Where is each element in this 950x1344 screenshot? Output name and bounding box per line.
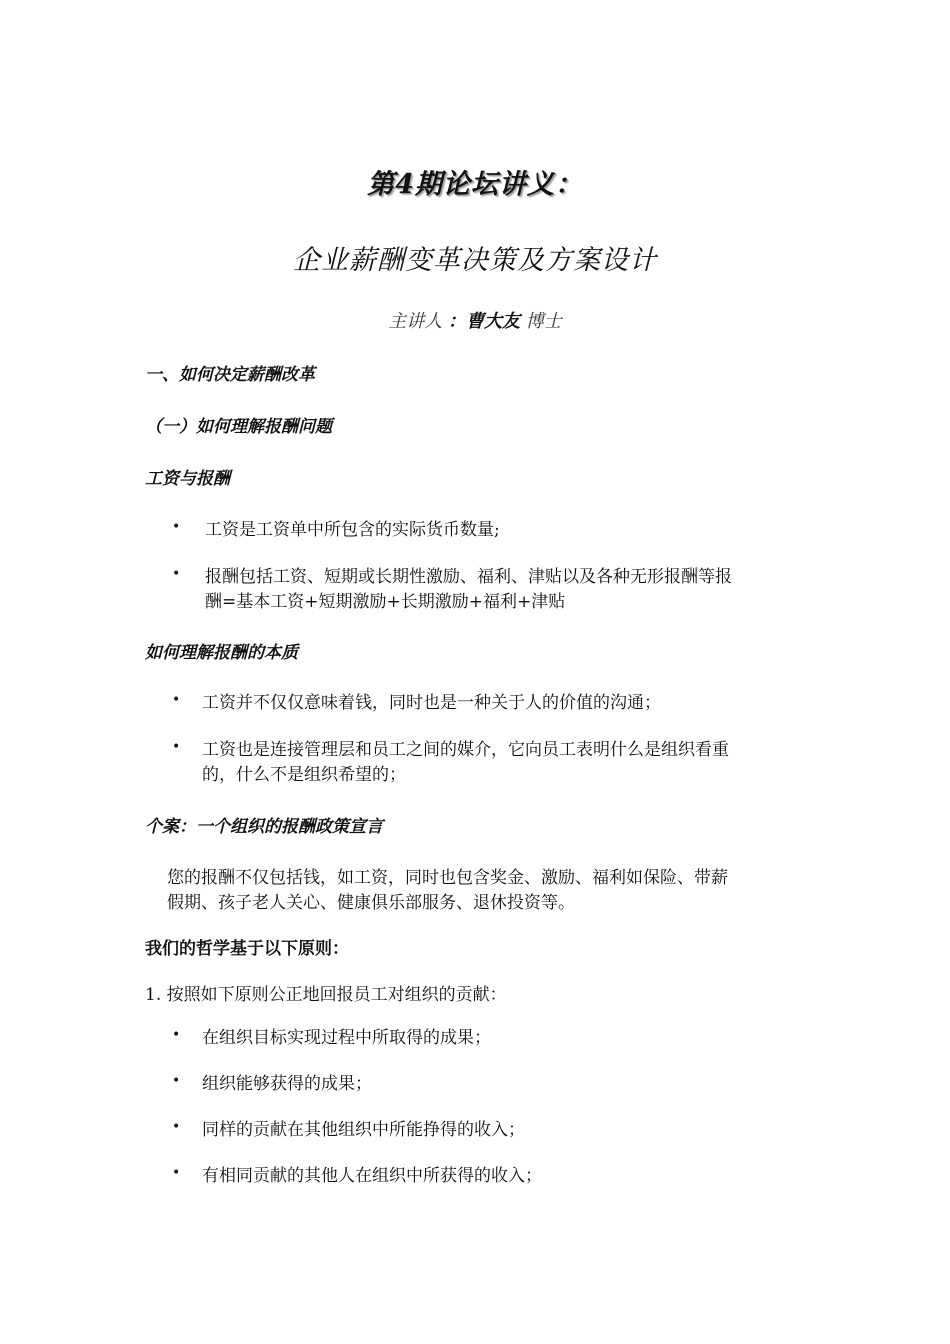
- speaker-name: 曹大友: [466, 311, 520, 332]
- subsection-heading: （一）如何理解报酬问题: [145, 417, 332, 437]
- bullet-icon: •: [172, 692, 181, 708]
- bullet-icon: •: [172, 566, 181, 582]
- principle-bullet-text: 有相同贡献的其他人在组织中所获得的收入；: [202, 1166, 542, 1186]
- principle-bullet-text: 同样的贡献在其他组织中所能挣得的收入；: [202, 1120, 525, 1140]
- wage-reward-heading: 工资与报酬: [145, 469, 230, 489]
- philosophy-heading: 我们的哲学基于以下原则：: [145, 939, 349, 959]
- case-heading: 个案：一个组织的报酬政策宣言: [145, 817, 383, 837]
- case-text: 假期、孩子老人关心、健康俱乐部服务、退休投资等。: [167, 893, 575, 913]
- bullet-icon: •: [172, 519, 181, 535]
- speaker-degree: 博士: [525, 311, 562, 332]
- bullet-icon: •: [172, 1119, 181, 1135]
- bullet-icon: •: [172, 1165, 181, 1181]
- principle-bullet-text: 在组织目标实现过程中所取得的成果；: [202, 1028, 491, 1048]
- essence-bullet-text: 的，什么不是组织希望的；: [202, 765, 406, 785]
- bullet-icon: •: [172, 1073, 181, 1089]
- principle-bullet-text: 组织能够获得的成果；: [202, 1074, 372, 1094]
- section-heading: 一、如何决定薪酬改革: [145, 365, 315, 385]
- document-subtitle: 企业薪酬变革决策及方案设计: [293, 245, 657, 276]
- document-title: 第4期论坛讲义：: [367, 169, 583, 200]
- wage-bullet-text: 工资是工资单中所包含的实际货币数量;: [205, 520, 500, 540]
- bullet-icon: •: [172, 1027, 181, 1043]
- reward-bullet-text: 报酬包括工资、短期或长期性激励、福利、津贴以及各种无形报酬等报: [205, 567, 732, 587]
- speaker-line: [0, 307, 950, 333]
- speaker-label: 主讲人: [388, 311, 443, 332]
- essence-heading: 如何理解报酬的本质: [145, 643, 298, 663]
- case-text: 您的报酬不仅包括钱，如工资，同时也包含奖金、激励、福利如保险、带薪: [167, 868, 728, 888]
- speaker-separator: ：: [448, 311, 466, 332]
- numbered-item: 1. 按照如下原则公正地回报员工对组织的贡献：: [145, 985, 507, 1005]
- essence-bullet-text: 工资也是连接管理层和员工之间的媒介，它向员工表明什么是组织看重: [202, 740, 729, 760]
- bullet-icon: •: [172, 739, 181, 755]
- essence-bullet-text: 工资并不仅仅意味着钱，同时也是一种关于人的价值的沟通；: [202, 693, 661, 713]
- reward-bullet-text: 酬=基本工资+短期激励+长期激励+福利+津贴: [205, 592, 566, 612]
